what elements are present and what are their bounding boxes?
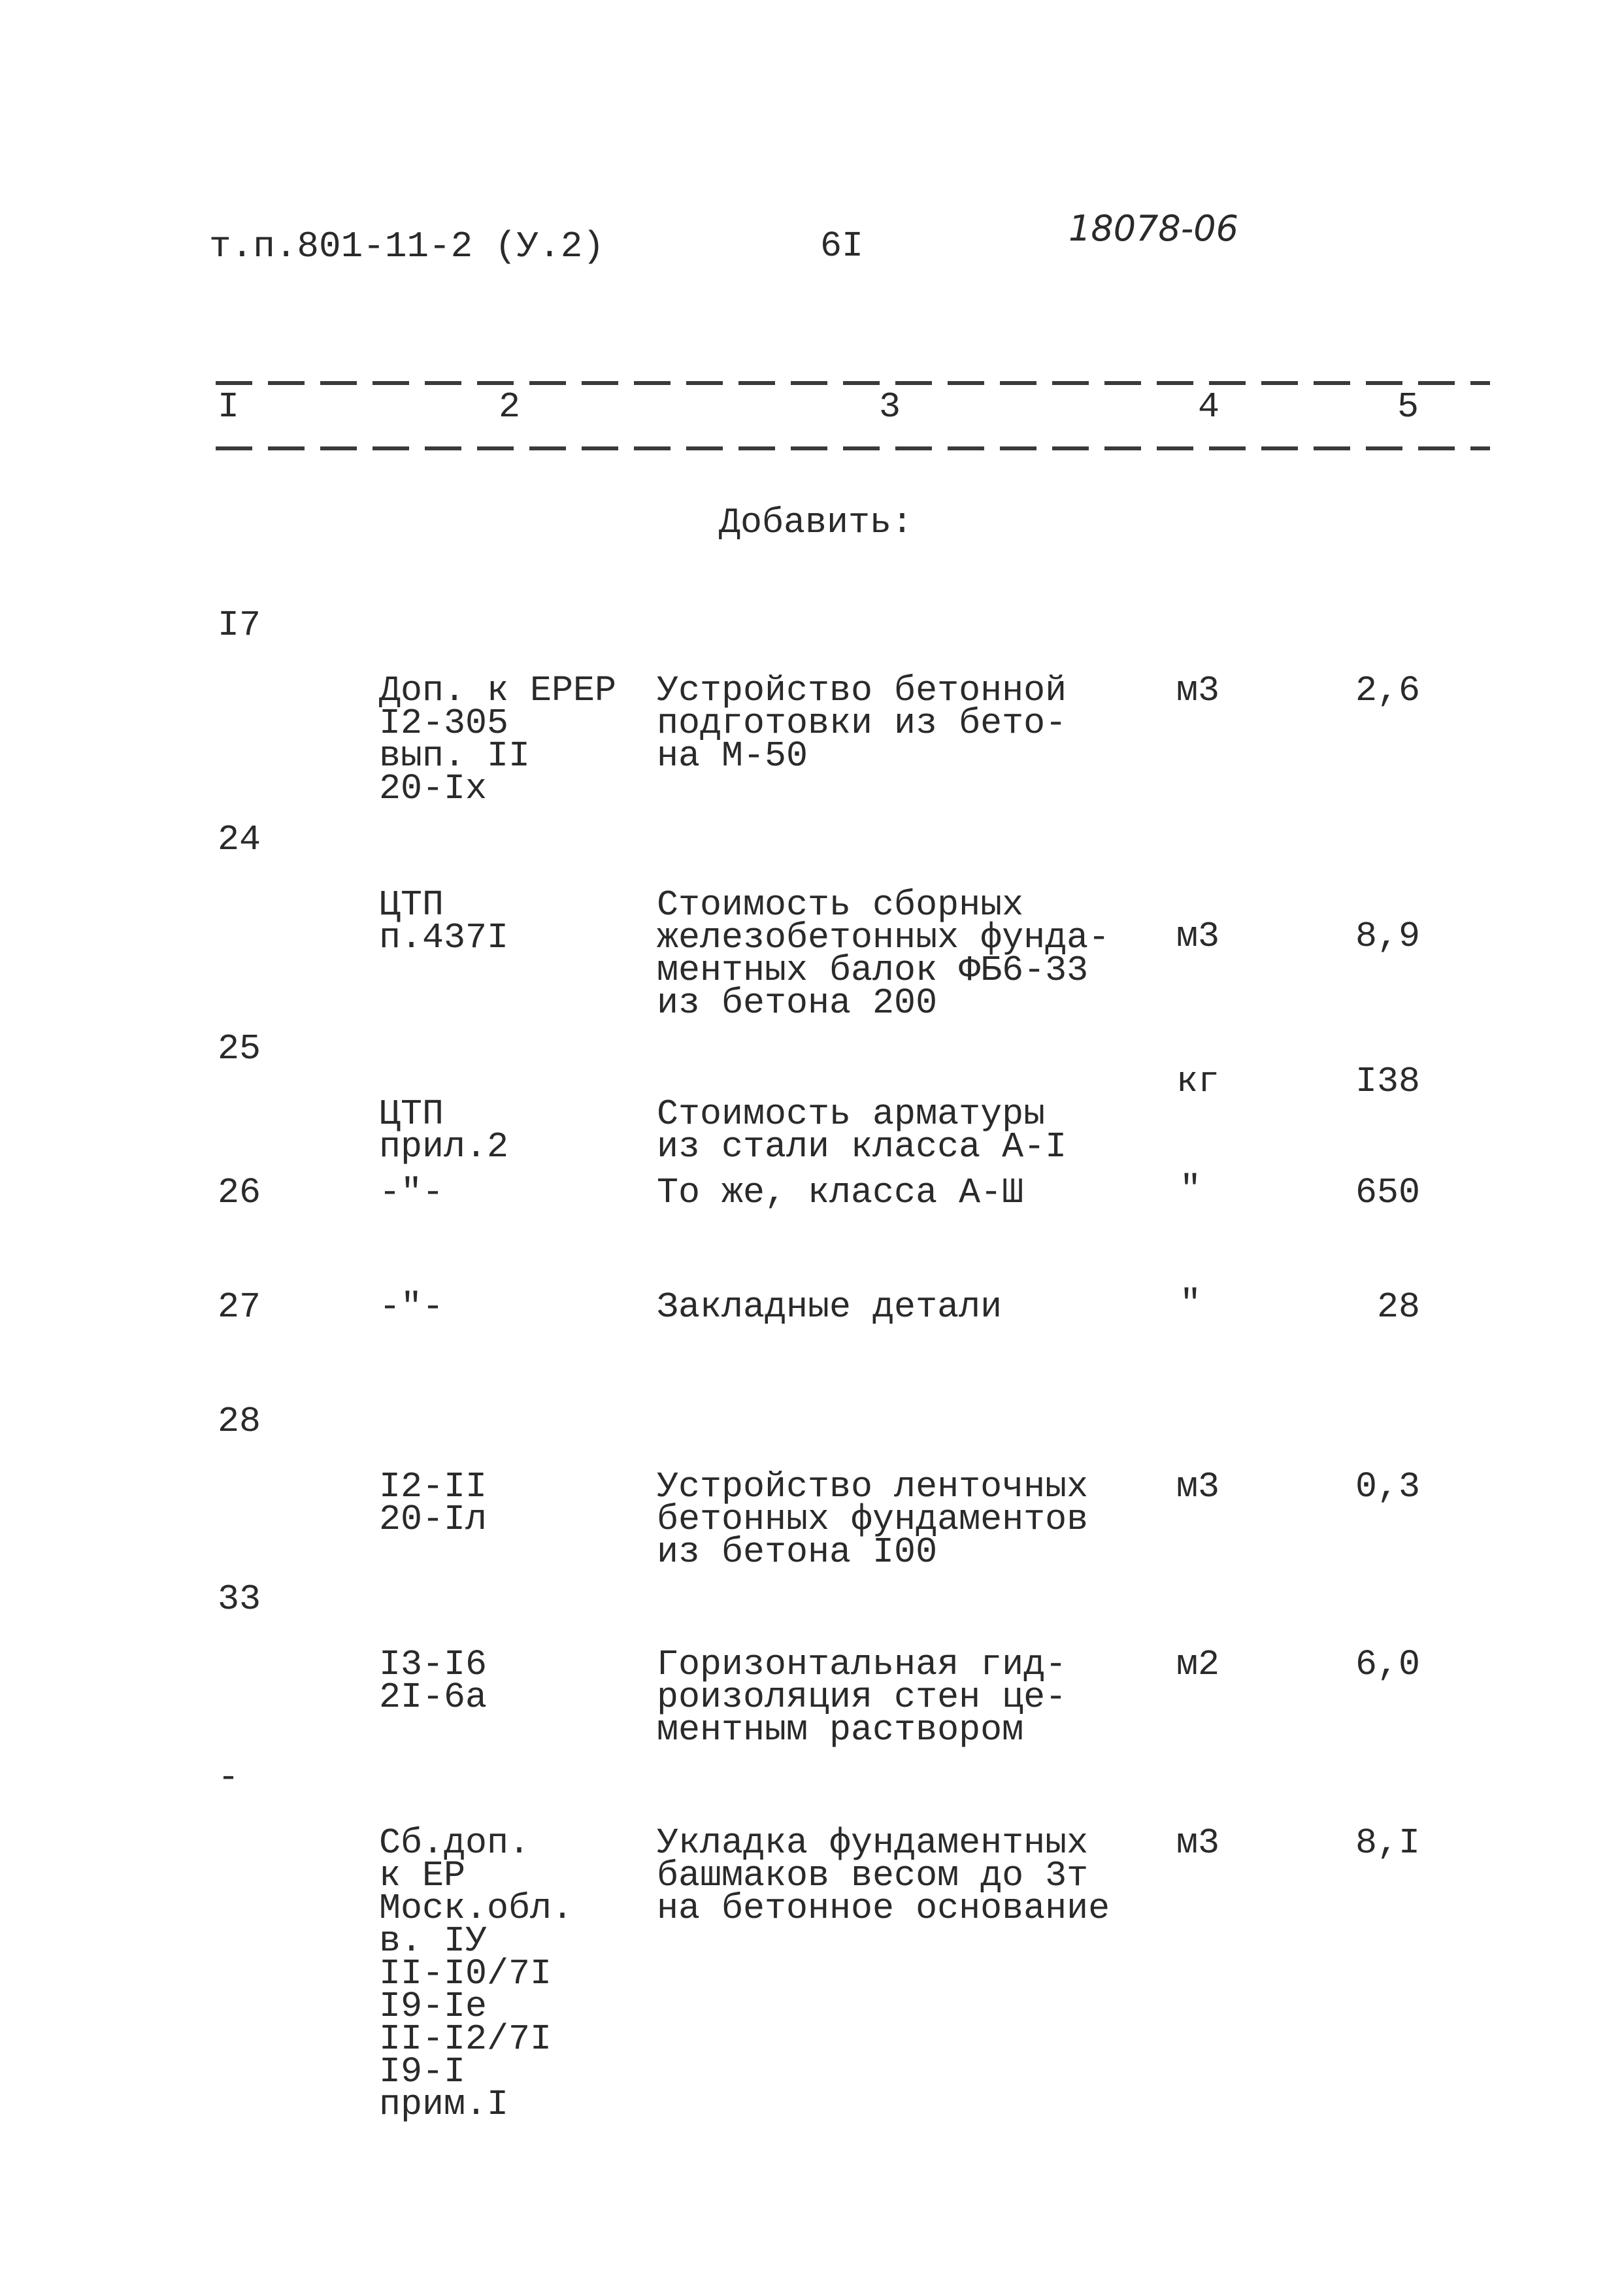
row-unit: м3: [1176, 916, 1220, 957]
row-description: Стоимость сборных железобетонных фунда- ментных балок ФБ6-33 из бетона 200: [657, 884, 1110, 1024]
row-unit: м3: [1176, 1466, 1220, 1507]
page-number: 6I: [820, 226, 864, 267]
document-reference: т.п.801-11-2 (У.2): [209, 226, 605, 267]
row-quantity: 0,3: [1355, 1466, 1420, 1507]
row-quantity: 650: [1355, 1172, 1420, 1213]
row-number: 27: [218, 1286, 261, 1328]
row-code: I3-I6 2I-6а: [379, 1644, 488, 1718]
column-header-2: 2: [499, 386, 521, 427]
row-quantity: 2,6: [1355, 670, 1420, 711]
column-header-1: I: [218, 386, 240, 427]
column-header-4: 4: [1198, 386, 1220, 427]
row-code: ЦТП прил.2: [379, 1094, 509, 1167]
row-description: Укладка фундаментных башмаков весом до 3т на бетонное основание: [657, 1822, 1110, 1929]
row-quantity: 6,0: [1355, 1644, 1420, 1685]
row-unit: ": [1180, 1283, 1202, 1324]
row-quantity: 8,I: [1355, 1822, 1420, 1864]
row-number: I7: [218, 605, 261, 646]
row-number: 24: [218, 819, 261, 860]
row-description: Стоимость арматуры из стали класса А-I: [657, 1094, 1067, 1167]
row-code: -"-: [379, 1286, 444, 1328]
column-header-3: 3: [879, 386, 901, 427]
header-bottom-rule: [216, 446, 1490, 450]
column-header-5: 5: [1397, 386, 1419, 427]
row-unit: м3: [1176, 670, 1220, 711]
row-description: Устройство ленточных бетонных фундаментов из бетона I00: [657, 1466, 1089, 1573]
row-description: Горизонтальная гид- роизоляция стен це- ментным раствором: [657, 1644, 1067, 1751]
row-unit: кг: [1176, 1061, 1220, 1102]
row-number: 28: [218, 1401, 261, 1442]
row-number: 26: [218, 1172, 261, 1213]
row-unit: м2: [1176, 1644, 1220, 1685]
row-quantity: 8,9: [1355, 916, 1420, 957]
row-description: То же, класса А-Ш: [657, 1172, 1024, 1213]
row-code: -"-: [379, 1172, 444, 1213]
header-top-rule: [216, 381, 1490, 385]
row-quantity: 28: [1376, 1286, 1420, 1328]
row-number: 25: [218, 1028, 261, 1069]
row-description: Устройство бетонной подготовки из бето- на М-50: [657, 670, 1067, 777]
row-code: ЦТП п.437I: [379, 884, 509, 958]
section-title: Добавить:: [719, 502, 914, 543]
row-number: 33: [218, 1579, 261, 1620]
row-code: I2-II 20-Iл: [379, 1466, 488, 1540]
row-number: -: [218, 1757, 240, 1798]
row-description: Закладные детали: [657, 1286, 1003, 1328]
row-quantity: I38: [1355, 1061, 1420, 1102]
row-code: Сб.доп. к ЕР Моск.обл. в. IУ II-I0/7I I9-Iе II-I2/7I I9-I прим.I: [379, 1822, 574, 2125]
row-code: Доп. к ЕРЕР I2-305 вып. II 20-Iх: [379, 670, 617, 809]
row-unit: ": [1180, 1169, 1202, 1210]
row-unit: м3: [1176, 1822, 1220, 1864]
handwritten-number: 18078-06: [1069, 208, 1238, 249]
